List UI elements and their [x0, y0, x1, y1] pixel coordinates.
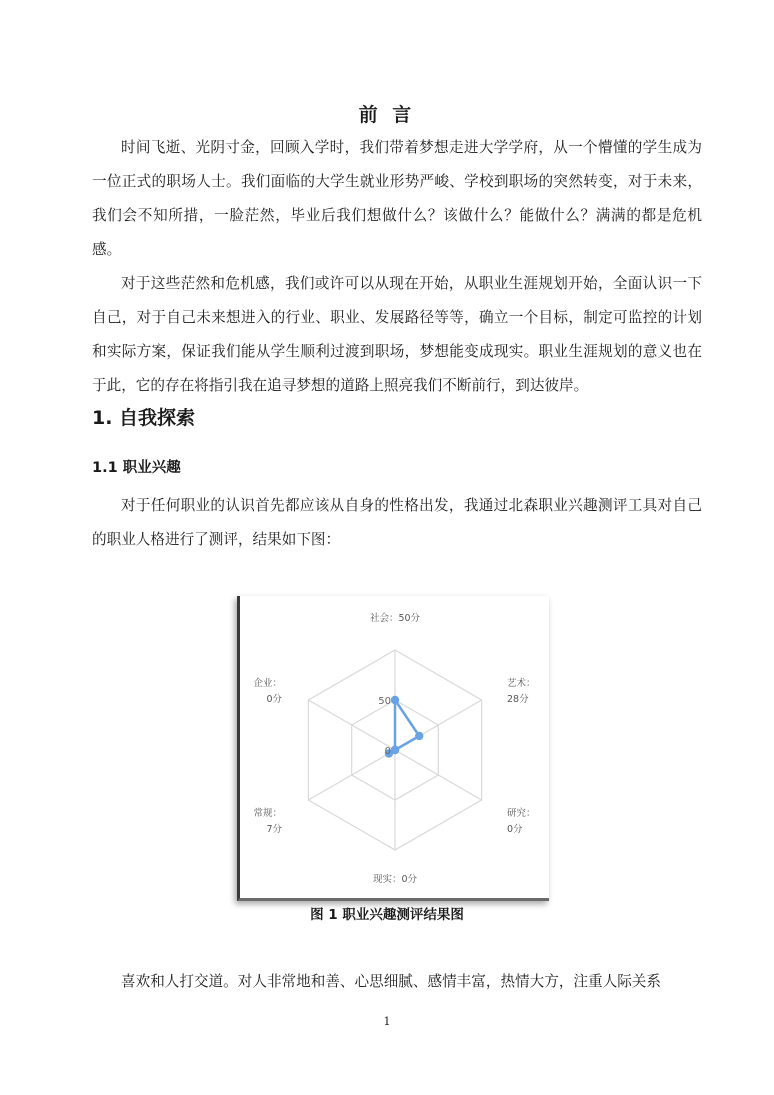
- page-title: 前 言: [358, 104, 416, 126]
- radar-axis-value-艺术: 28分: [507, 694, 529, 705]
- subsection-heading-career-interest: 1.1 职业兴趣: [92, 460, 181, 476]
- radar-axis-value-研究: 0分: [507, 824, 523, 835]
- page-number: 1: [383, 1015, 391, 1028]
- radar-axis-value-常规: 7分: [266, 824, 282, 835]
- radar-point-企业: [391, 746, 399, 754]
- radar-series-line: [389, 700, 419, 754]
- intro-paragraph-1: 时间飞逝、光阴寸金，回顾入学时，我们带着梦想走进大学学府，从一个懵懂的学生成为一位正式的职场人士。我们面临的大学生就业形势严峻、学校到职场的突然转变，对于未来，我们会不知所措，一脸茫然，毕业后我们想做什么？该做什么？能做什么？满满的都是危机感。: [92, 139, 702, 258]
- interest-radar-figure: [237, 596, 549, 901]
- personality-paragraph: 喜欢和人打交道。对人非常地和善、心思细腻、感情丰富，热情大方，注重人际关系: [121, 973, 661, 990]
- radar-axis-label-现实: 现实：0分: [372, 874, 418, 885]
- radar-axis-value-企业: 0分: [266, 694, 282, 705]
- interest-paragraph: 对于任何职业的认识首先都应该从自身的性格出发，我通过北森职业兴趣测评工具对自己的职业人格进行了测评，结果如下图：: [92, 497, 702, 548]
- radar-axis-label-艺术: 艺术：: [507, 678, 536, 689]
- radar-axis-label-社会: 社会：50分: [369, 613, 421, 624]
- radar-point-社会: [391, 696, 399, 704]
- section-heading-self-exploration: 1. 自我探索: [92, 407, 196, 429]
- interest-radar-chart: [240, 596, 549, 898]
- radar-axis-label-企业: 企业：: [253, 678, 282, 689]
- intro-paragraph-2: 对于这些茫然和危机感，我们或许可以从现在开始，从职业生涯规划开始，全面认识一下自己，对于自己未来想进入的行业、职业、发展路径等等，确立一个目标，制定可监控的计划和实际方案，保证我们能从学生顺利过渡到职场，梦想能变成现实。职业生涯规划的意义也在于此，它的存在将指引我在追寻梦想的道路上照亮我们不断前行，到达彼岸。: [92, 275, 702, 394]
- radar-tick-label-50: 50: [378, 696, 391, 707]
- radar-tick-label-0: 0: [384, 746, 391, 757]
- radar-axis-label-研究: 研究：: [507, 808, 536, 819]
- radar-point-艺术: [415, 732, 423, 740]
- figure-caption: 图 1 职业兴趣测评结果图: [310, 907, 464, 923]
- radar-axis-label-常规: 常规：: [253, 808, 282, 819]
